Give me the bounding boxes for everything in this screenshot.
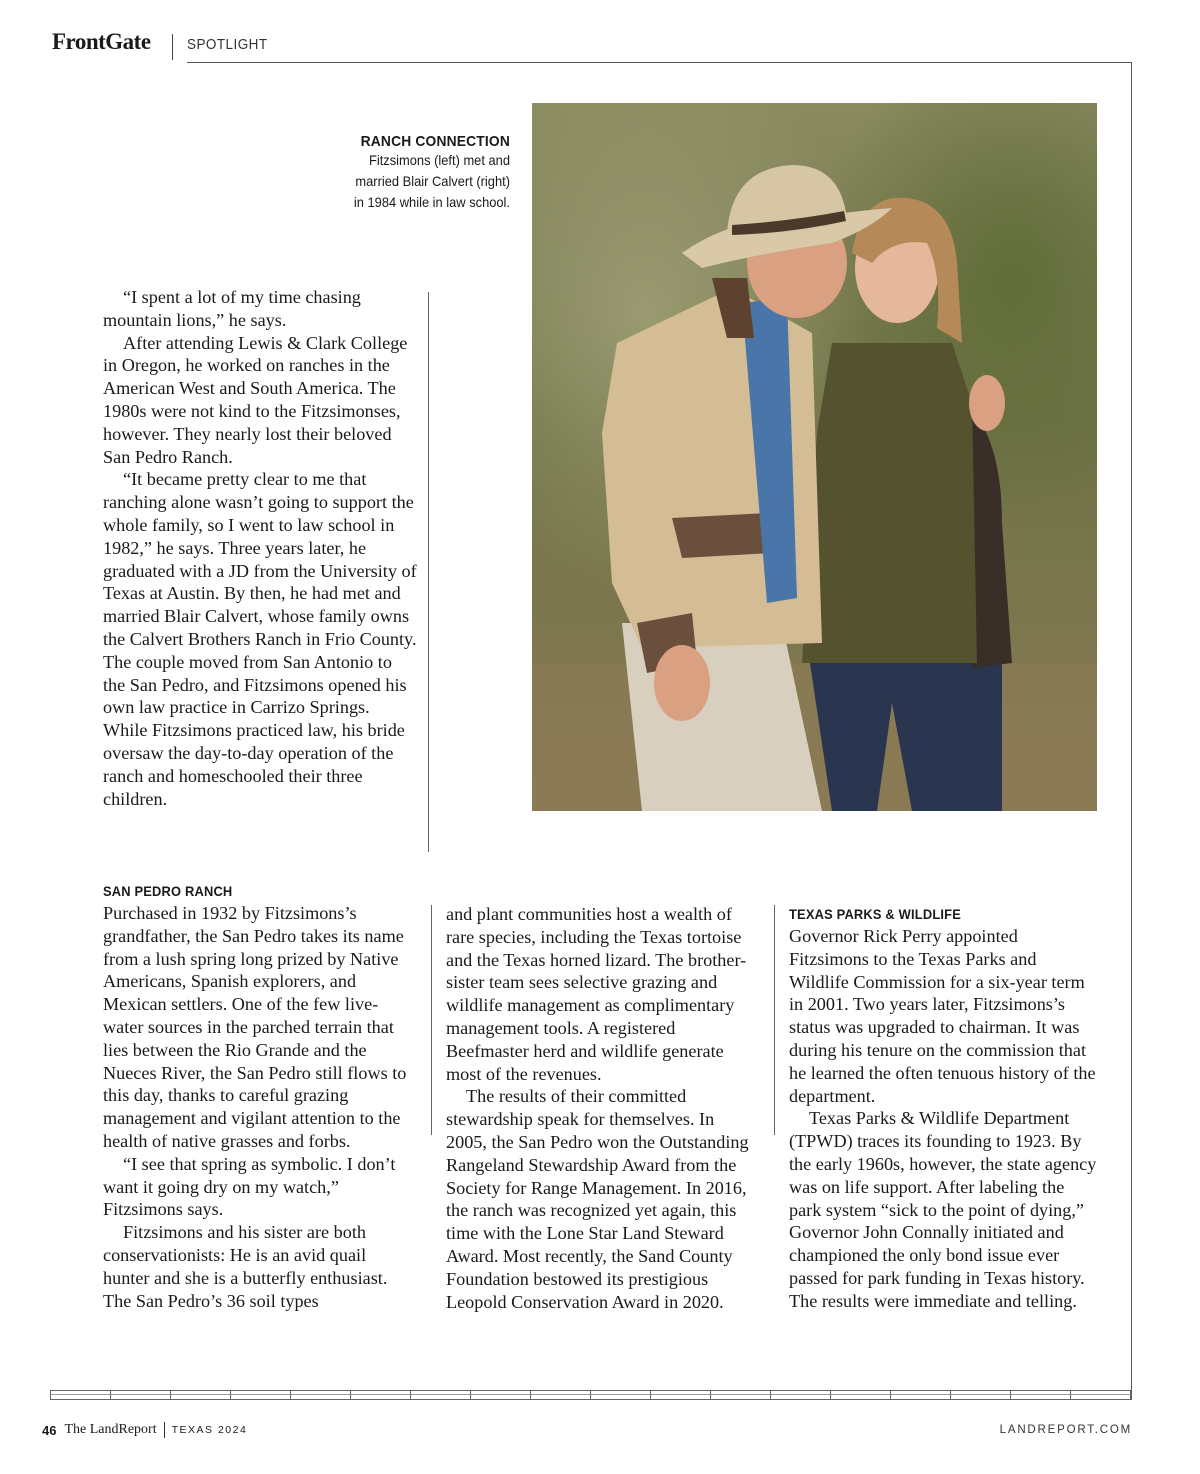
ruler-tick [410, 1390, 411, 1400]
ruler-tick [590, 1390, 591, 1400]
caption-title: RANCH CONNECTION [360, 133, 510, 150]
ruler-tick [650, 1390, 651, 1400]
ruler-tick [470, 1390, 471, 1400]
ruler-tick [1010, 1390, 1011, 1400]
article-paragraph: “It became pretty clear to me that ranching alone wasn’t going to support the whole family, so I went to law school in 1982,” he says. Three years later, he graduated with a JD from the University of Texas at Austin. By then, he had met and married Blair Calvert, whose family owns the Calvert Brothers Ranch in Frio County. The couple moved from San Antonio to the San Pedro, and Fitzsimons opened his own law practice in Carrizo Springs. While Fitzsimons practiced law, his bride oversaw the day-to-day operation of the ranch and homeschooled their three children. [103, 469, 417, 809]
article-paragraph: “I see that spring as symbolic. I don’t want it going dry on my watch,” Fitzsimons says. [103, 1153, 396, 1220]
photo-caption [300, 133, 510, 213]
article-paragraph: After attending Lewis & Clark College in Oregon, he worked on ranches in the American West and South America. The 1980s were not kind to the Fitzsimonses, however. They nearly lost their beloved San Pedro Ranch. [103, 332, 408, 467]
section-label: SPOTLIGHT [187, 36, 268, 53]
ruler-tick [1070, 1390, 1071, 1400]
ruler-tick [50, 1390, 51, 1400]
section-heading-san-pedro: SAN PEDRO RANCH [103, 883, 233, 899]
ruler-tick [830, 1390, 831, 1400]
frame-right-rule [1131, 62, 1132, 1400]
ruler-tick [950, 1390, 951, 1400]
column-divider [428, 292, 429, 852]
column-divider [431, 905, 432, 1135]
caption-body [317, 150, 510, 213]
ruler-tick [230, 1390, 231, 1400]
footer-divider [164, 1422, 165, 1438]
column-divider [774, 905, 775, 1135]
article-column-1-top [103, 286, 418, 810]
article-paragraph: Purchased in 1932 by Fitzsimons’s grandfather, the San Pedro takes its name from a lush spring long prized by Native Americans, Spanish explorers, and Mexican settlers. One of the few live-water sources in the parched terrain that lies between the Rio Grande and the Nueces River, the San Pedro still flows to this day, thanks to careful grazing management and vigilant attention to the health of native grasses and forbs. [103, 903, 407, 1151]
page-number: 46 [42, 1422, 57, 1438]
ruler-tick [770, 1390, 771, 1400]
footer-publication: The LandReport [64, 1422, 157, 1437]
article-paragraph: and plant communities host a wealth of rare species, including the Texas tortoise and the Texas horned lizard. The brother-sister team sees selective grazing and wildlife management as complimentary management tools. A registered Beefmaster herd and wildlife generate most of the revenues. [446, 904, 747, 1084]
footer-website: LANDREPORT.COM [999, 1424, 1132, 1436]
couple-photo [532, 103, 1097, 811]
ruler-tick [530, 1390, 531, 1400]
publication-logo: FrontGate [52, 29, 151, 54]
article-paragraph: Texas Parks & Wildlife Department (TPWD) traces its founding to 1923. By the early 1960s, however, the state agency was on life support. After labeling the park system “sick to the point of dying,” Governor John Connally initiated and championed the only bond issue ever passed for park funding in Texas history. The results were immediate and telling. [789, 1108, 1097, 1311]
caption-line: married Blair Calvert (right) [355, 173, 510, 189]
header-divider [172, 34, 173, 60]
article-column-3 [789, 903, 1099, 1313]
footer-issue: TEXAS 2024 [171, 1424, 248, 1436]
article-paragraph: The results of their committed stewardship speak for themselves. In 2005, the San Pedro won the Outstanding Rangeland Stewardship Award from the Society for Range Management. In 2016, the ranch was recognized yet again, this time with the Lone Star Land Steward Award. Most recently, the Sand County Foundation bestowed its prestigious Leopold Conservation Award in 2020. [446, 1086, 749, 1312]
article-column-1-bottom [103, 880, 413, 1312]
frame-top-rule [187, 62, 1132, 63]
article-paragraph: Fitzsimons and his sister are both conservationists: He is an avid quail hunter and she is a butterfly enthusiast. The San Pedro’s 36 soil types [103, 1222, 388, 1311]
ruler-tick [710, 1390, 711, 1400]
ruler-tick [350, 1390, 351, 1400]
caption-line: in 1984 while in law school. [353, 194, 510, 210]
footer-folio [42, 1422, 247, 1438]
ruler-tick [290, 1390, 291, 1400]
article-paragraph: “I spent a lot of my time chasing mountain lions,” he says. [103, 287, 361, 330]
ruler-mid-line [50, 1394, 1132, 1395]
decorative-ruler [50, 1390, 1132, 1400]
article-column-2 [446, 903, 751, 1313]
article-paragraph: Governor Rick Perry appointed Fitzsimons to the Texas Parks and Wildlife Commission for a six-year term in 2001. Two years later, Fitzsimons’s status was upgraded to chairman. It was during his tenure on the commission that he learned the often tenuous history of the department. [789, 926, 1096, 1106]
section-heading-tpwd: TEXAS PARKS & WILDLIFE [789, 906, 961, 922]
caption-line: Fitzsimons (left) met and [368, 152, 510, 168]
ruler-tick [1130, 1390, 1131, 1400]
ruler-tick [110, 1390, 111, 1400]
couple-photo-illustration [532, 103, 1097, 811]
ruler-tick [170, 1390, 171, 1400]
ruler-tick [890, 1390, 891, 1400]
